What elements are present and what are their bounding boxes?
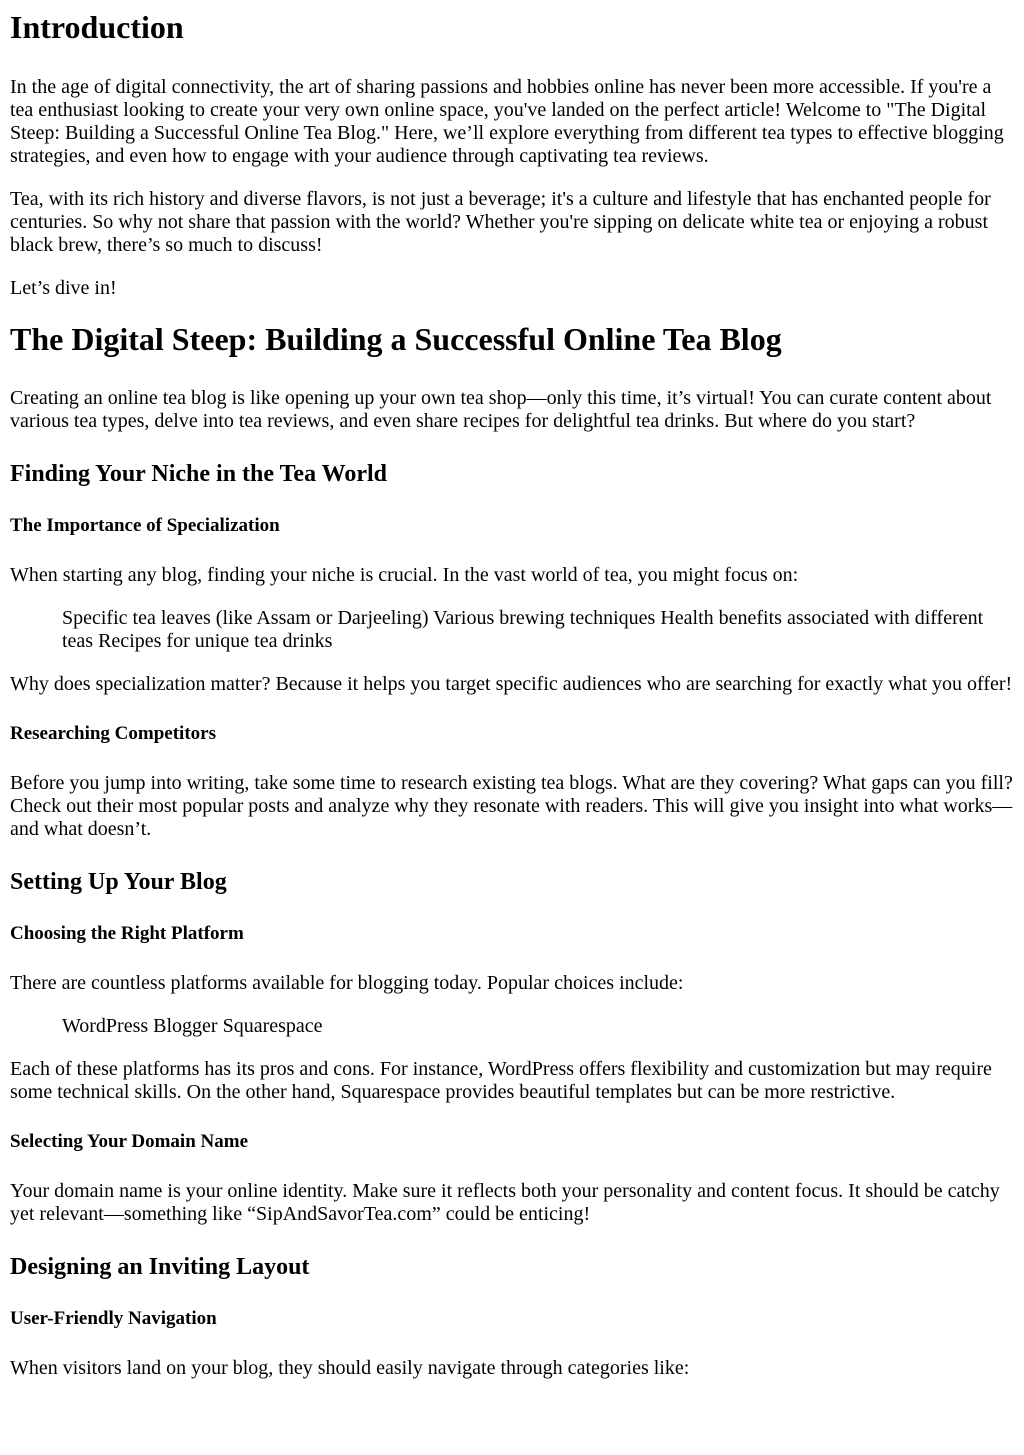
niche-heading: Finding Your Niche in the Tea World (10, 461, 387, 487)
main-intro-paragraph: Creating an online tea blog is like opening up your own tea shop—only this time, it’s virtual! You can curate content about various tea types, delve into tea reviews, and even share recipes for delightful tea drinks. But where do you start? (10, 387, 992, 432)
article (0, 9, 1024, 1380)
layout-heading: Designing an Inviting Layout (10, 1254, 310, 1280)
navigation-heading: User-Friendly Navigation (10, 1308, 217, 1329)
specialization-list: Specific tea leaves (like Assam or Darjeeling) Various brewing techniques Health benefits associated with different teas Recipes for unique tea drinks (62, 607, 984, 652)
navigation-lead: When visitors land on your blog, they should easily navigate through categories like: (10, 1357, 690, 1379)
platform-heading: Choosing the Right Platform (10, 923, 244, 944)
platform-lead: There are countless platforms available for blogging today. Popular choices include: (10, 972, 684, 994)
domain-paragraph: Your domain name is your online identity. Make sure it reflects both your personality and content focus. It should be catchy yet relevant—something like “SipAndSavorTea.com” could be enticing! (10, 1180, 1000, 1225)
specialization-heading: The Importance of Specialization (10, 515, 280, 536)
introduction-heading: Introduction (10, 9, 184, 45)
introduction-paragraph-3: Let’s dive in! (10, 277, 117, 299)
platform-list: WordPress Blogger Squarespace (62, 1015, 323, 1037)
main-title: The Digital Steep: Building a Successful Online Tea Blog (10, 321, 782, 357)
competitors-paragraph: Before you jump into writing, take some time to research existing tea blogs. What are they covering? What gaps can you fill? Check out their most popular posts and analyze why they resonate with readers. This will give you insight into what works—and what doesn’t. (10, 772, 1013, 840)
setup-heading: Setting Up Your Blog (10, 869, 227, 895)
introduction-paragraph-1: In the age of digital connectivity, the art of sharing passions and hobbies online has never been more accessible. If you're a tea enthusiast looking to create your very own online space, you've landed on the perfect article! Welcome to "The Digital Steep: Building a Successful Online Tea Blog." Here, we’ll explore everything from different tea types to effective blogging strategies, and even how to engage with your audience through captivating tea reviews. (10, 76, 1004, 167)
specialization-lead: When starting any blog, finding your niche is crucial. In the vast world of tea, you might focus on: (10, 564, 799, 586)
domain-heading: Selecting Your Domain Name (10, 1131, 249, 1152)
competitors-heading: Researching Competitors (10, 723, 216, 744)
platform-after: Each of these platforms has its pros and cons. For instance, WordPress offers flexibility and customization but may require some technical skills. On the other hand, Squarespace provides beautiful templates but can be more restrictive. (10, 1058, 992, 1103)
specialization-after: Why does specialization matter? Because it helps you target specific audiences who are searching for exactly what you offer! (10, 673, 1013, 695)
introduction-paragraph-2: Tea, with its rich history and diverse flavors, is not just a beverage; it's a culture and lifestyle that has enchanted people for centuries. So why not share that passion with the world? Whether you're sipping on delicate white tea or enjoying a robust black brew, there’s so much to discuss! (10, 188, 991, 256)
